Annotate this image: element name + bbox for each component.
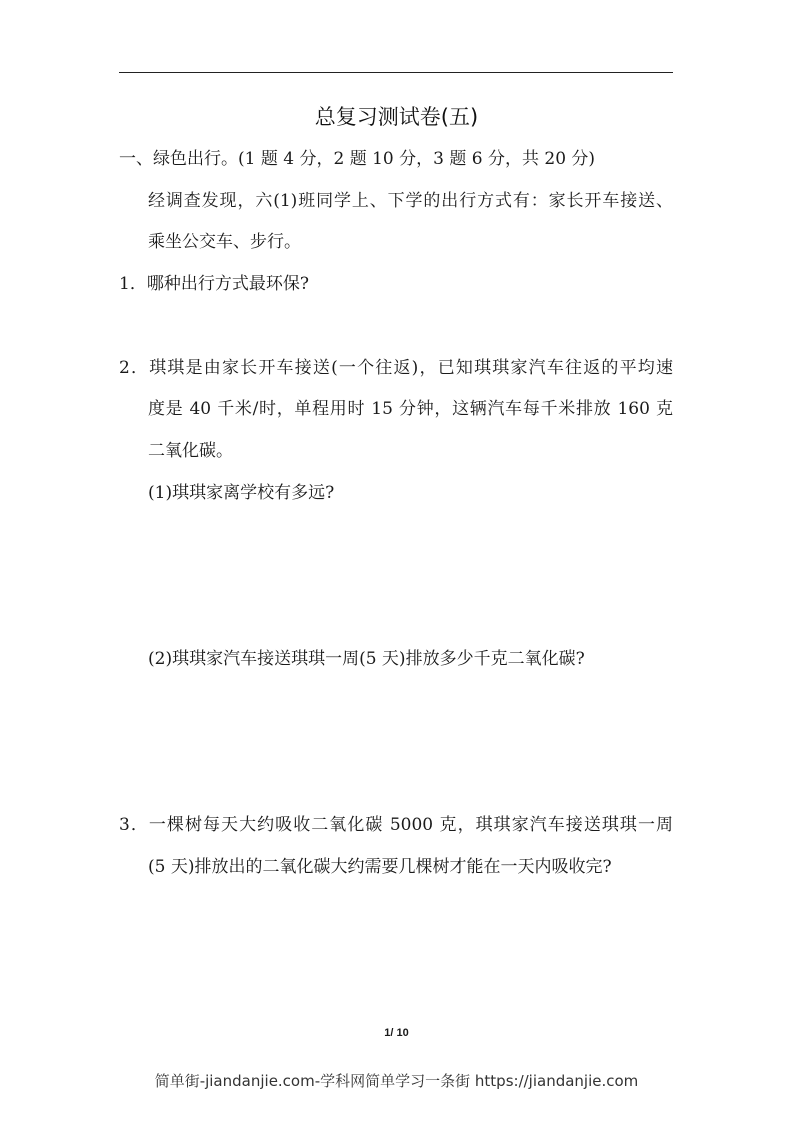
question-2-line-3: 二氧化碳。 (148, 441, 233, 461)
section-intro-line-2: 乘坐公交车、步行。 (148, 232, 301, 252)
question-2-line-1: 2．琪琪是由家长开车接送(一个往返)，已知琪琪家汽车往返的平均速 (119, 358, 673, 378)
section-intro-line-1: 经调查发现，六(1)班同学上、下学的出行方式有：家长开车接送、 (148, 191, 673, 211)
site-footer: 简单街-jiandanjie.com-学科网简单学习一条街 https://jiandanjie.com (154, 1072, 639, 1090)
section-heading: 一、绿色出行。(1 题 4 分，2 题 10 分，3 题 6 分，共 20 分) (119, 149, 596, 169)
question-2-sub-1: (1)琪琪家离学校有多远? (148, 483, 335, 503)
page-number: 1/ 10 (384, 1027, 409, 1039)
question-2-line-2: 度是 40 千米/时，单程用时 15 分钟，这辆汽车每千米排放 160 克 (148, 399, 673, 419)
question-1: 1．哪种出行方式最环保? (119, 274, 309, 294)
question-2-sub-2: (2)琪琪家汽车接送琪琪一周(5 天)排放多少千克二氧化碳? (148, 649, 585, 669)
question-3-line-2: (5 天)排放出的二氧化碳大约需要几棵树才能在一天内吸收完? (148, 857, 612, 877)
page-title: 总复习测试卷(五) (314, 105, 479, 129)
header-rule (119, 72, 673, 73)
question-3-line-1: 3．一棵树每天大约吸收二氧化碳 5000 克，琪琪家汽车接送琪琪一周 (119, 815, 673, 835)
